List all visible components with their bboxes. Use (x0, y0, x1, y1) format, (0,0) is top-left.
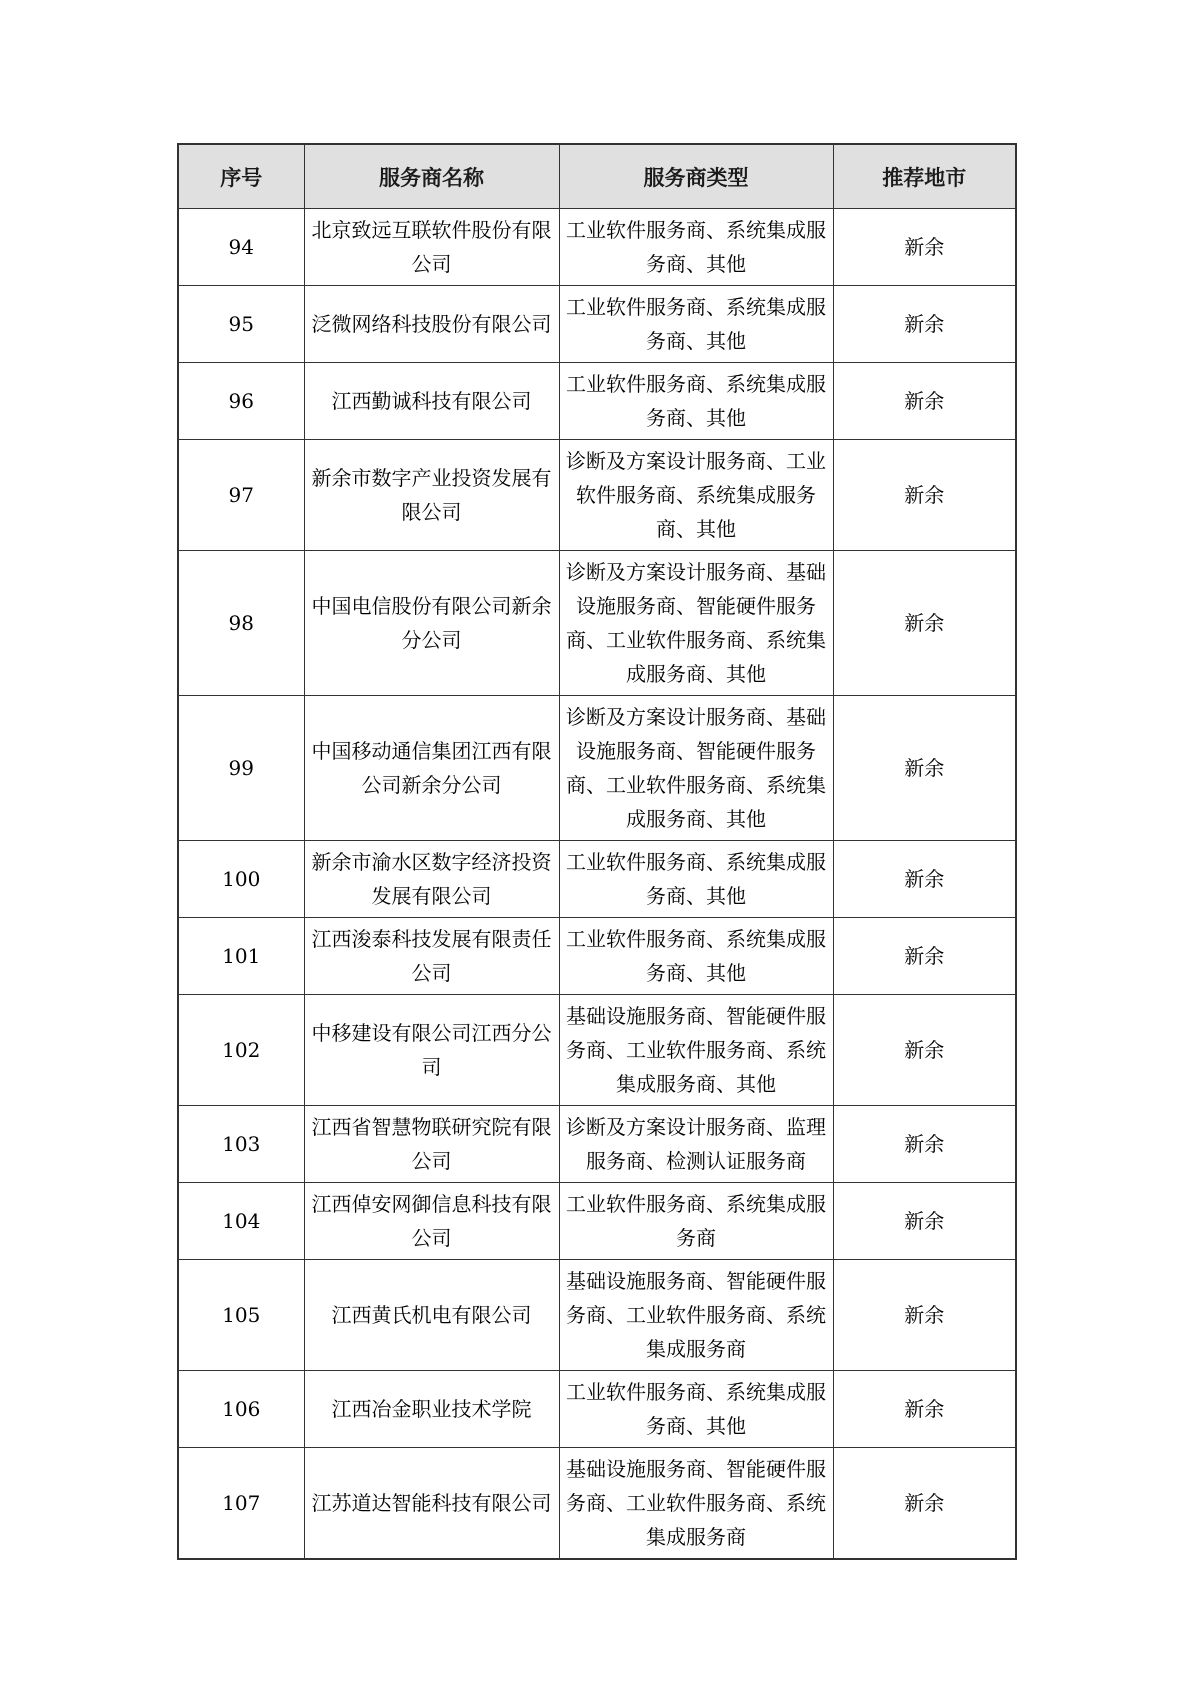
cell-name: 中国电信股份有限公司新余分公司 (304, 551, 559, 696)
column-header-type: 服务商类型 (559, 144, 833, 209)
cell-type: 工业软件服务商、系统集成服务商、其他 (559, 209, 833, 286)
cell-name: 新余市数字产业投资发展有限公司 (304, 440, 559, 551)
cell-type: 基础设施服务商、智能硬件服务商、工业软件服务商、系统集成服务商、其他 (559, 995, 833, 1106)
column-header-name: 服务商名称 (304, 144, 559, 209)
cell-type: 工业软件服务商、系统集成服务商、其他 (559, 363, 833, 440)
cell-type: 基础设施服务商、智能硬件服务商、工业软件服务商、系统集成服务商 (559, 1448, 833, 1560)
cell-type: 基础设施服务商、智能硬件服务商、工业软件服务商、系统集成服务商 (559, 1260, 833, 1371)
cell-type: 工业软件服务商、系统集成服务商、其他 (559, 1371, 833, 1448)
cell-name: 新余市渝水区数字经济投资发展有限公司 (304, 841, 559, 918)
cell-city: 新余 (833, 1106, 1016, 1183)
cell-city: 新余 (833, 363, 1016, 440)
cell-no: 99 (178, 696, 304, 841)
table-row (178, 995, 1016, 1106)
table-row (178, 841, 1016, 918)
cell-no: 106 (178, 1371, 304, 1448)
table-row (178, 209, 1016, 286)
cell-no: 95 (178, 286, 304, 363)
table-body (178, 209, 1016, 1560)
cell-name: 中国移动通信集团江西有限公司新余分公司 (304, 696, 559, 841)
cell-no: 94 (178, 209, 304, 286)
table-row (178, 286, 1016, 363)
cell-city: 新余 (833, 1371, 1016, 1448)
table-row (178, 1183, 1016, 1260)
cell-type: 诊断及方案设计服务商、监理服务商、检测认证服务商 (559, 1106, 833, 1183)
cell-name: 泛微网络科技股份有限公司 (304, 286, 559, 363)
table-row (178, 363, 1016, 440)
cell-no: 104 (178, 1183, 304, 1260)
cell-type: 工业软件服务商、系统集成服务商、其他 (559, 918, 833, 995)
table-row (178, 1448, 1016, 1560)
cell-city: 新余 (833, 440, 1016, 551)
column-header-no: 序号 (178, 144, 304, 209)
cell-no: 98 (178, 551, 304, 696)
table-row (178, 918, 1016, 995)
column-header-city: 推荐地市 (833, 144, 1016, 209)
cell-no: 101 (178, 918, 304, 995)
cell-city: 新余 (833, 209, 1016, 286)
cell-name: 江西勤诚科技有限公司 (304, 363, 559, 440)
table-row (178, 1371, 1016, 1448)
cell-no: 105 (178, 1260, 304, 1371)
cell-name: 江西黄氏机电有限公司 (304, 1260, 559, 1371)
cell-name: 江西浚泰科技发展有限责任公司 (304, 918, 559, 995)
table-row (178, 440, 1016, 551)
cell-city: 新余 (833, 1260, 1016, 1371)
cell-no: 103 (178, 1106, 304, 1183)
table-header (178, 144, 1016, 209)
table-row (178, 1260, 1016, 1371)
cell-city: 新余 (833, 1448, 1016, 1560)
cell-no: 107 (178, 1448, 304, 1560)
cell-city: 新余 (833, 995, 1016, 1106)
table-row (178, 696, 1016, 841)
cell-type: 诊断及方案设计服务商、工业软件服务商、系统集成服务商、其他 (559, 440, 833, 551)
table-row (178, 1106, 1016, 1183)
table-row (178, 551, 1016, 696)
cell-name: 江西冶金职业技术学院 (304, 1371, 559, 1448)
cell-no: 97 (178, 440, 304, 551)
cell-type: 诊断及方案设计服务商、基础设施服务商、智能硬件服务商、工业软件服务商、系统集成服务商、其他 (559, 696, 833, 841)
cell-name: 江苏道达智能科技有限公司 (304, 1448, 559, 1560)
cell-city: 新余 (833, 1183, 1016, 1260)
cell-name: 江西倬安网御信息科技有限公司 (304, 1183, 559, 1260)
cell-name: 北京致远互联软件股份有限公司 (304, 209, 559, 286)
cell-city: 新余 (833, 841, 1016, 918)
cell-type: 工业软件服务商、系统集成服务商 (559, 1183, 833, 1260)
cell-type: 诊断及方案设计服务商、基础设施服务商、智能硬件服务商、工业软件服务商、系统集成服务商、其他 (559, 551, 833, 696)
cell-no: 102 (178, 995, 304, 1106)
cell-no: 100 (178, 841, 304, 918)
cell-type: 工业软件服务商、系统集成服务商、其他 (559, 286, 833, 363)
cell-type: 工业软件服务商、系统集成服务商、其他 (559, 841, 833, 918)
table-header-row (178, 144, 1016, 209)
cell-city: 新余 (833, 551, 1016, 696)
cell-name: 中移建设有限公司江西分公司 (304, 995, 559, 1106)
cell-name: 江西省智慧物联研究院有限公司 (304, 1106, 559, 1183)
cell-city: 新余 (833, 696, 1016, 841)
cell-city: 新余 (833, 918, 1016, 995)
cell-no: 96 (178, 363, 304, 440)
service-provider-table (177, 143, 1017, 1560)
cell-city: 新余 (833, 286, 1016, 363)
